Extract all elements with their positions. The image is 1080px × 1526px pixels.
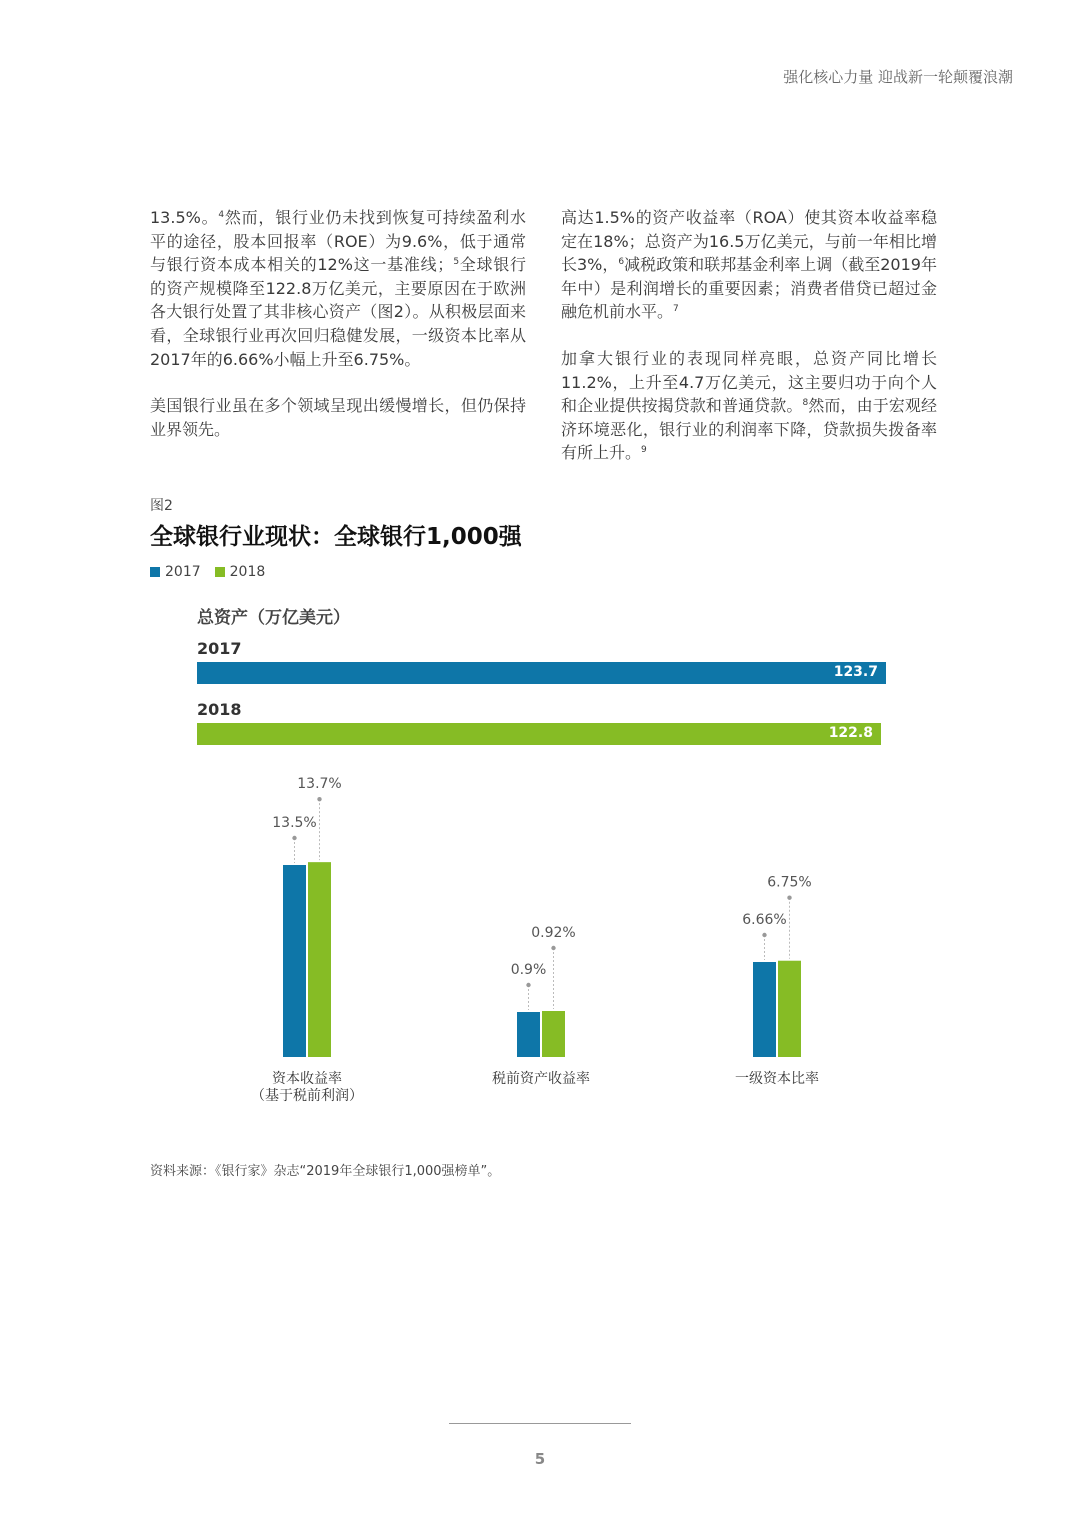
leader-dot	[526, 983, 530, 987]
bar-2018	[778, 961, 801, 1057]
footnote-ref[interactable]: 6	[618, 257, 625, 268]
paragraph: 高达1.5%的资产收益率（ROA）使其资本收益率稳定在18%；总资产为16.5万亿美元，与前一年相比增长3%，$^6$减税政策和联邦基金利率上调（截至2019年年中）是利润增长的重要因素；消费者借贷已超过金融危机前水平。$^7$	[561, 208, 937, 322]
bar-category-label: 2017	[197, 639, 242, 658]
leader-dot	[762, 933, 766, 937]
leader-dot	[292, 836, 296, 840]
footnote-ref[interactable]: 7	[673, 304, 679, 315]
bar-value-label: 123.7	[833, 664, 878, 680]
leader-dot	[551, 946, 555, 950]
legend-item-2018: 2018	[215, 564, 266, 580]
paragraph: 13.5%。$^4$然而，银行业仍未找到恢复可持续盈利水平的途径，股本回报率（ROE）为9.6%，低于通常与银行资本成本相关的12%这一基准线；$^5$全球银行的资产规模降至122.8万亿美元，主要原因在于欧洲各大银行处置了其非核心资产（图2）。从积极层面来看，全球银行业再次回归稳健发展，一级资本比率从2017年的6.66%小幅上升至6.75%。	[150, 208, 526, 369]
bar-value-label: 6.75%	[767, 874, 812, 891]
footnote-ref[interactable]: 4	[218, 210, 225, 220]
bar-value-label: 13.5%	[272, 815, 317, 831]
bar-value-label: 0.9%	[510, 962, 547, 978]
bar-value-label: 6.66%	[742, 912, 787, 928]
footnote-ref[interactable]: 8	[802, 398, 809, 409]
leader-dot	[317, 797, 321, 801]
page-number: 5	[534, 1450, 546, 1468]
figure-source: 资料来源：《银行家》杂志“2019年全球银行1,000强榜单”。	[150, 1164, 501, 1179]
bar-2017	[283, 865, 306, 1057]
category-label: （基于税前利润）	[251, 1088, 363, 1104]
footer-rule	[449, 1423, 631, 1424]
category-label: 一级资本比率	[735, 1071, 819, 1087]
running-header: 强化核心力量 迎战新一轮颠覆浪潮	[783, 68, 1013, 86]
total-assets-title: 总资产（万亿美元）	[197, 608, 350, 628]
figure-title: 全球银行业现状：全球银行1,000强	[150, 524, 522, 550]
paragraph: 加拿大银行业的表现同样亮眼，总资产同比增长11.2%，上升至4.7万亿美元，这主要归功于向个人和企业提供按揭贷款和普通贷款。$^8$然而，由于宏观经济环境恶化，银行业的利润率下降，贷款损失拨备率有所上升。$^9$	[561, 348, 937, 463]
bar-2017	[753, 962, 776, 1057]
footnote-ref[interactable]: 9	[641, 445, 647, 456]
bar-2018	[308, 862, 331, 1057]
bar-value-label: 13.7%	[297, 776, 342, 793]
category-label: 资本收益率	[272, 1071, 342, 1087]
leader-dot	[787, 896, 791, 900]
bar-value-label: 122.8	[828, 725, 873, 741]
bar-value-label: 0.92%	[531, 925, 576, 941]
bar-category-label: 2018	[197, 700, 242, 719]
figure-label: 图2	[150, 498, 173, 514]
category-label: 税前资产收益率	[492, 1071, 590, 1087]
paragraph: 美国银行业虽在多个领域呈现出缓慢增长，但仍保持业界领先。	[150, 396, 526, 439]
bar-2017	[517, 1012, 540, 1057]
legend-item-2017: 2017	[150, 564, 201, 580]
bar-2018	[542, 1011, 565, 1057]
footnote-ref[interactable]: 5	[453, 257, 460, 268]
